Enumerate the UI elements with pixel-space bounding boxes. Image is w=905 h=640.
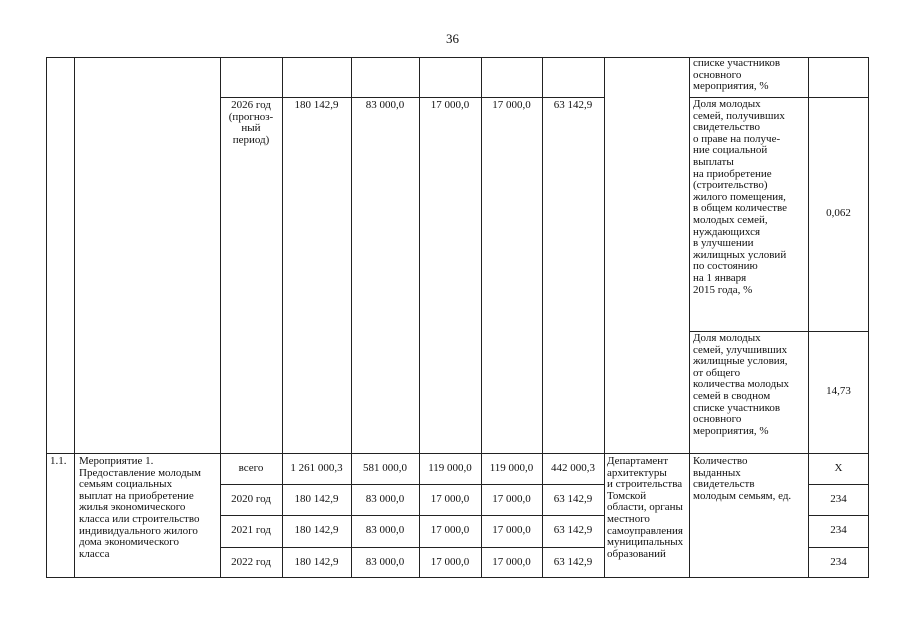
indicator-share-received: Доля молодых семей, получивших свидетельство о праве на получе- ние социальной выплаты на приобретение (строительство) жилого помещения, в общем количестве молодых семей, нуждающихся в улучшении жилищных условий по состоянию на 1 января 2015 года, % [693,98,788,296]
row-2026-top-border [220,97,605,98]
value-2021-top-border [808,515,869,516]
col-border [604,57,605,578]
period-2020: 2020 год [231,493,271,505]
other-2026: 63 142,9 [553,99,593,111]
indicator-share-improved: Доля молодых семей, улучшивших жилищные условия, от общего количества молодых семей в сводном списке участников основного мероприятия, % [693,332,790,437]
col-border [689,57,690,578]
total-2026: 180 142,9 [294,99,339,111]
value-2021: 234 [830,524,847,536]
value-2020-top-border [808,484,869,485]
total-2022: 180 142,9 [294,556,339,568]
regional-all: 119 000,0 [428,462,472,474]
period-2021: 2021 год [231,524,271,536]
other-2020: 63 142,9 [553,493,593,505]
row-2020-top-border [220,484,605,485]
measure-executor: Департамент архитектуры и строительства Томской области, органы местного самоуправления муниципальных образований [607,455,684,560]
total-2021: 180 142,9 [294,524,339,536]
local-2020: 17 000,0 [492,493,531,505]
federal-2020: 83 000,0 [365,493,405,505]
federal-2026: 83 000,0 [365,99,405,111]
row-2021-top-border [220,515,605,516]
period-2022: 2022 год [231,556,271,568]
federal-2022: 83 000,0 [365,556,405,568]
value-all: Х [834,462,843,474]
local-all: 119 000,0 [489,462,534,474]
measure-title: Мероприятие 1. Предоставление молодым семьям социальных выплат на приобретение жилья экономического класса или строительство индивидуального жилого дома экономического класса [79,455,202,560]
period-2026: 2026 год (прогноз- ный период) [228,99,274,146]
federal-2021: 83 000,0 [365,524,405,536]
value-share-received: 0,062 [826,207,851,219]
page-number: 36 [446,31,459,46]
regional-2022: 17 000,0 [430,556,470,568]
col-border [46,57,47,578]
period-total: всего [238,462,264,474]
other-all: 442 000,3 [551,462,595,474]
col-border [868,57,869,578]
col-border [74,57,75,578]
other-2021: 63 142,9 [553,524,593,536]
regional-2026: 17 000,0 [430,99,470,111]
regional-2020: 17 000,0 [430,493,470,505]
total-all: 1 261 000,3 [290,462,343,474]
value-share-improved: 14,73 [826,385,851,397]
measure-top-border [46,453,869,454]
local-2022: 17 000,0 [492,556,531,568]
value-2022-top-border [808,547,869,548]
measure-indicator: Количество выданных свидетельств молодым семьям, ед. [693,455,792,502]
value-2020: 234 [830,493,847,505]
table-bottom-border [46,577,869,578]
measure-number: 1.1. [50,455,67,467]
local-2021: 17 000,0 [492,524,531,536]
row-2022-top-border [220,547,605,548]
indicator-tail-text: списке участников основного мероприятия, % [693,57,781,93]
other-2022: 63 142,9 [553,556,593,568]
total-2020: 180 142,9 [294,493,339,505]
local-2026: 17 000,0 [492,99,531,111]
federal-all: 581 000,0 [363,462,407,474]
regional-2021: 17 000,0 [430,524,470,536]
value-2022: 234 [830,556,847,568]
